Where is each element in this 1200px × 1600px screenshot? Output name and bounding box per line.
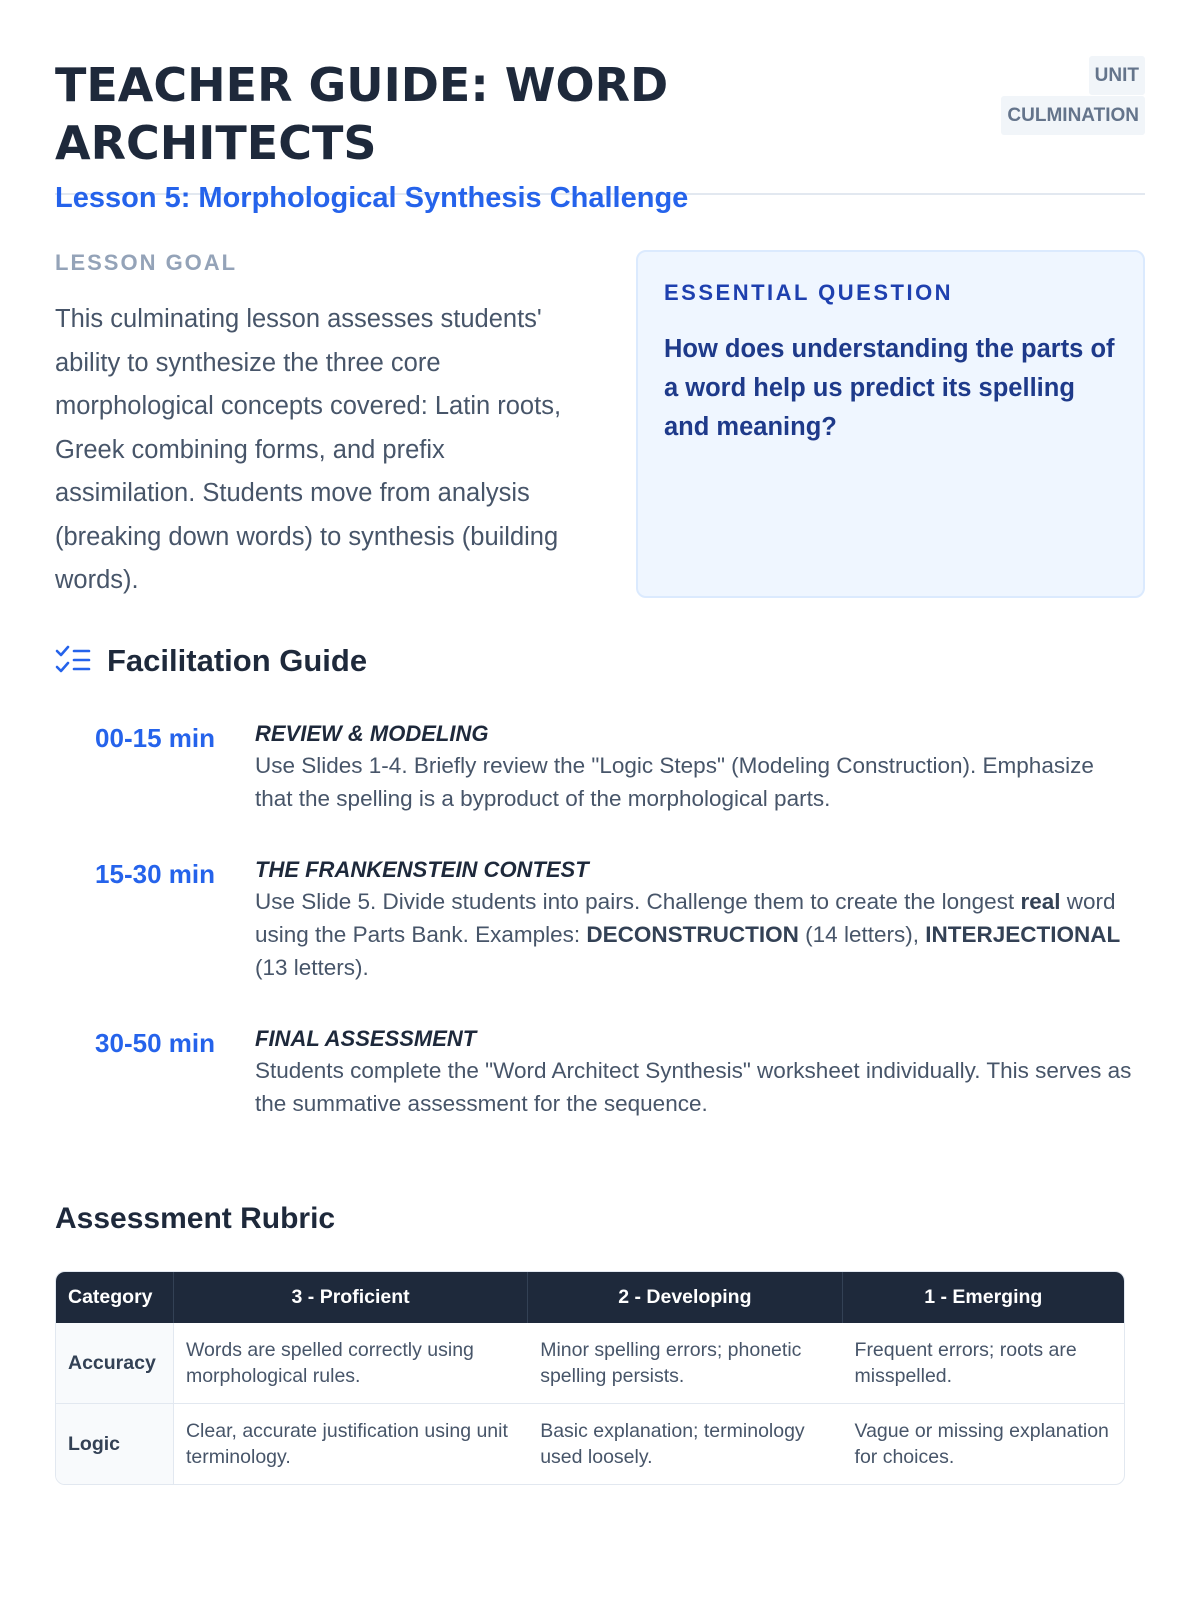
unit-badge-label: UNIT CULMINATION <box>1001 56 1145 135</box>
checklist-icon <box>55 645 91 677</box>
rubric-cell: Basic explanation; terminology used loosely. <box>528 1403 842 1484</box>
page-title: TEACHER GUIDE: WORD ARCHITECTS <box>55 58 669 170</box>
lesson-goal-label: LESSON GOAL <box>55 250 238 275</box>
step-text: (14 letters), <box>798 922 926 947</box>
column-header: Category <box>56 1272 174 1323</box>
step-heading: THE FRANKENSTEIN CONTEST <box>255 857 589 882</box>
assessment-rubric-table <box>55 1271 1125 1485</box>
step-time: 15-30 min <box>95 859 215 889</box>
column-header: 1 - Emerging <box>843 1272 1124 1323</box>
facilitation-steps <box>55 719 1145 1120</box>
unit-badge <box>975 56 1145 136</box>
facilitation-step <box>55 719 1145 815</box>
column-header: 3 - Proficient <box>174 1272 528 1323</box>
example-word: DECONSTRUCTION <box>586 922 799 947</box>
rubric-cell: Frequent errors; roots are misspelled. <box>854 1339 1077 1387</box>
step-emphasis: real <box>1020 889 1061 914</box>
rubric-header-row <box>56 1272 1124 1323</box>
facilitation-step <box>55 855 1145 984</box>
table-row <box>56 1323 1124 1403</box>
step-heading: FINAL ASSESSMENT <box>255 1026 477 1051</box>
essential-question-label: ESSENTIAL QUESTION <box>664 280 954 305</box>
step-description: Use Slides 1-4. Briefly review the "Logic Steps" (Modeling Construction). Emphasize that the spelling is a byproduct of the morphological parts. <box>255 753 1094 811</box>
step-time: 30-50 min <box>95 1028 215 1058</box>
essential-question-card <box>636 250 1145 598</box>
table-row <box>56 1403 1124 1484</box>
facilitation-step <box>55 1024 1145 1120</box>
step-text: Use Slide 5. Divide students into pairs. Challenge them to create the longest <box>255 889 1021 914</box>
lesson-goal <box>55 250 575 603</box>
rubric-cell: Minor spelling errors; phonetic spelling persists. <box>540 1339 802 1387</box>
essential-question-text: How does understanding the parts of a word help us predict its spelling and meaning? <box>664 335 1115 441</box>
step-description: Students complete the "Word Architect Synthesis" worksheet individually. This serves as the summative assessment for the sequence. <box>255 1058 1132 1116</box>
rubric-category: Logic <box>56 1403 174 1484</box>
column-header: 2 - Developing <box>528 1272 842 1323</box>
facilitation-guide <box>55 643 1145 1120</box>
step-heading: REVIEW & MODELING <box>255 721 489 746</box>
lesson-goal-text: This culminating lesson assesses students' ability to synthesize the three core morphological concepts covered: Latin roots, Greek combining forms, and prefix assimilation. Students move from analysis (breaking down words) to synthesis (building words). <box>55 305 562 594</box>
rubric-cell: Vague or missing explanation for choices. <box>843 1403 1124 1484</box>
step-text: (13 letters). <box>255 955 369 980</box>
step-time: 00-15 min <box>95 723 215 753</box>
step-body <box>255 719 1135 815</box>
rubric-cell: Words are spelled correctly using morphological rules. <box>185 1339 474 1387</box>
rubric-category: Accuracy <box>56 1323 174 1403</box>
lesson-subtitle: Lesson 5: Morphological Synthesis Challenge <box>55 182 689 214</box>
example-word: INTERJECTIONAL <box>925 922 1121 947</box>
page-header <box>55 0 1145 214</box>
intro-section <box>55 195 1145 615</box>
step-body <box>255 855 1135 984</box>
step-description <box>255 885 1135 984</box>
step-text: word using the Parts Bank. Examples: <box>255 889 1116 947</box>
facilitation-guide-label: Facilitation Guide <box>107 643 368 678</box>
step-body <box>255 1024 1135 1120</box>
rubric-cell: Clear, accurate justification using unit terminology. <box>174 1403 528 1484</box>
rubric-title: Assessment Rubric <box>55 1202 336 1235</box>
facilitation-guide-title <box>55 643 1145 679</box>
